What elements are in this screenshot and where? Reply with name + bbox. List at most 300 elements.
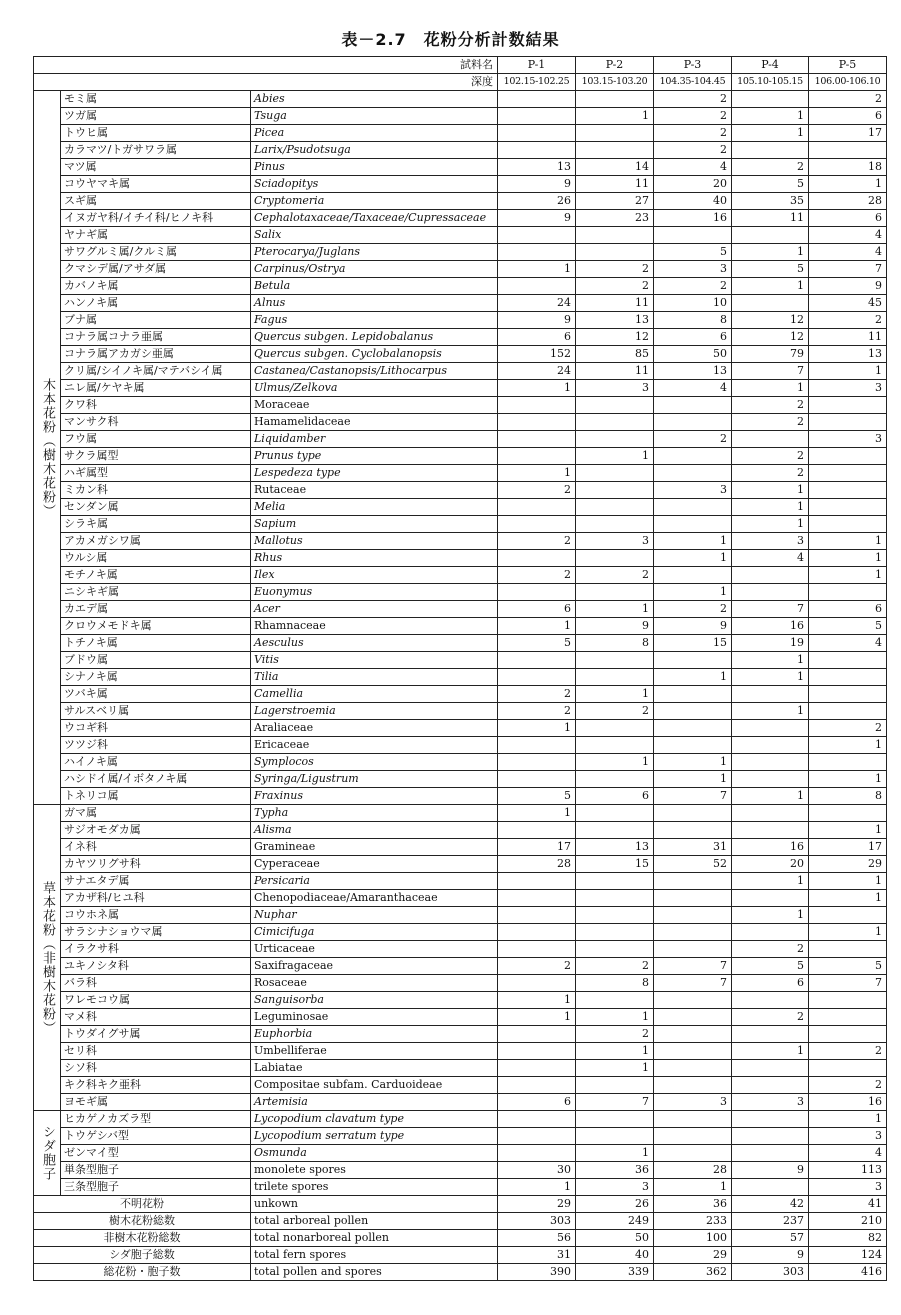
- taxon-scientific-name: Quercus subgen. Cyclobalanopsis: [251, 346, 498, 363]
- count-cell: 1: [809, 737, 887, 754]
- count-cell: [498, 1128, 576, 1145]
- table-row: [34, 669, 887, 686]
- table-row: [34, 210, 887, 227]
- taxon-scientific-name: Symplocos: [251, 754, 498, 771]
- taxon-japanese-name: サラシナショウマ属: [61, 924, 251, 941]
- taxon-scientific-name: Leguminosae: [251, 1009, 498, 1026]
- count-cell: 1: [732, 669, 809, 686]
- taxon-scientific-name: Betula: [251, 278, 498, 295]
- table-row: [34, 295, 887, 312]
- table-row: [34, 193, 887, 210]
- taxon-japanese-name: ハシドイ属/イボタノキ属: [61, 771, 251, 788]
- count-cell: [654, 907, 732, 924]
- taxon-scientific-name: Moraceae: [251, 397, 498, 414]
- taxon-scientific-name: Chenopodiaceae/Amaranthaceae: [251, 890, 498, 907]
- summary-english-label: total nonarboreal pollen: [251, 1230, 498, 1247]
- taxon-scientific-name: Tilia: [251, 669, 498, 686]
- taxon-japanese-name: ヒカゲノカズラ型: [61, 1111, 251, 1128]
- count-cell: 6: [576, 788, 654, 805]
- summary-count-cell: 9: [732, 1247, 809, 1264]
- count-cell: 50: [654, 346, 732, 363]
- count-cell: 1: [654, 771, 732, 788]
- count-cell: [654, 941, 732, 958]
- count-cell: [809, 669, 887, 686]
- taxon-japanese-name: アカメガシワ属: [61, 533, 251, 550]
- count-cell: 7: [809, 261, 887, 278]
- count-cell: [576, 737, 654, 754]
- count-cell: 1: [498, 618, 576, 635]
- count-cell: 1: [732, 482, 809, 499]
- taxon-scientific-name: Alisma: [251, 822, 498, 839]
- count-cell: 3: [576, 1179, 654, 1196]
- count-cell: [732, 737, 809, 754]
- count-cell: 15: [654, 635, 732, 652]
- taxon-japanese-name: マンサク科: [61, 414, 251, 431]
- count-cell: 8: [576, 975, 654, 992]
- count-cell: 15: [576, 856, 654, 873]
- table-row: [34, 652, 887, 669]
- count-cell: [732, 567, 809, 584]
- table-row: [34, 686, 887, 703]
- taxon-japanese-name: ミカン科: [61, 482, 251, 499]
- count-cell: 1: [809, 822, 887, 839]
- taxon-japanese-name: モミ属: [61, 91, 251, 108]
- taxon-japanese-name: スギ属: [61, 193, 251, 210]
- count-cell: [498, 737, 576, 754]
- taxon-scientific-name: Tsuga: [251, 108, 498, 125]
- taxon-japanese-name: センダン属: [61, 499, 251, 516]
- taxon-japanese-name: シソ科: [61, 1060, 251, 1077]
- table-row: [34, 142, 887, 159]
- count-cell: [732, 1060, 809, 1077]
- count-cell: [809, 703, 887, 720]
- taxon-japanese-name: ブナ属: [61, 312, 251, 329]
- count-cell: 9: [498, 176, 576, 193]
- summary-count-cell: 210: [809, 1213, 887, 1230]
- count-cell: 13: [498, 159, 576, 176]
- sample-header: P-3: [654, 57, 732, 74]
- count-cell: 6: [732, 975, 809, 992]
- count-cell: [654, 703, 732, 720]
- count-cell: [732, 720, 809, 737]
- taxon-scientific-name: Labiatae: [251, 1060, 498, 1077]
- count-cell: 4: [809, 1145, 887, 1162]
- taxon-scientific-name: Fagus: [251, 312, 498, 329]
- count-cell: [809, 941, 887, 958]
- taxon-japanese-name: カラマツ/トガサワラ属: [61, 142, 251, 159]
- count-cell: [809, 1026, 887, 1043]
- taxon-japanese-name: ウコギ科: [61, 720, 251, 737]
- count-cell: [498, 1060, 576, 1077]
- table-row: [34, 499, 887, 516]
- summary-count-cell: 56: [498, 1230, 576, 1247]
- count-cell: 1: [498, 805, 576, 822]
- count-cell: 17: [809, 839, 887, 856]
- count-cell: 52: [654, 856, 732, 873]
- summary-english-label: total fern spores: [251, 1247, 498, 1264]
- count-cell: 7: [654, 788, 732, 805]
- taxon-japanese-name: ツバキ属: [61, 686, 251, 703]
- count-cell: [732, 1026, 809, 1043]
- count-cell: [809, 397, 887, 414]
- count-cell: 24: [498, 295, 576, 312]
- table-row: [34, 1060, 887, 1077]
- count-cell: 2: [498, 686, 576, 703]
- count-cell: 1: [576, 1060, 654, 1077]
- count-cell: 5: [498, 788, 576, 805]
- table-row: [34, 788, 887, 805]
- taxon-japanese-name: ヤナギ属: [61, 227, 251, 244]
- table-row: [34, 1128, 887, 1145]
- count-cell: [576, 244, 654, 261]
- taxon-scientific-name: Camellia: [251, 686, 498, 703]
- taxon-scientific-name: Hamamelidaceae: [251, 414, 498, 431]
- count-cell: [576, 669, 654, 686]
- taxon-scientific-name: Castanea/Castanopsis/Lithocarpus: [251, 363, 498, 380]
- taxon-scientific-name: Rosaceae: [251, 975, 498, 992]
- table-row: [34, 176, 887, 193]
- count-cell: 1: [732, 380, 809, 397]
- count-cell: 1: [732, 108, 809, 125]
- count-cell: [654, 1009, 732, 1026]
- table-row: [34, 601, 887, 618]
- count-cell: 85: [576, 346, 654, 363]
- count-cell: 1: [498, 1009, 576, 1026]
- summary-count-cell: 31: [498, 1247, 576, 1264]
- count-cell: 4: [809, 227, 887, 244]
- count-cell: [654, 1111, 732, 1128]
- sample-header: P-2: [576, 57, 654, 74]
- count-cell: [809, 805, 887, 822]
- count-cell: [732, 227, 809, 244]
- summary-count-cell: 26: [576, 1196, 654, 1213]
- count-cell: 1: [576, 754, 654, 771]
- taxon-scientific-name: Cimicifuga: [251, 924, 498, 941]
- taxon-japanese-name: カバノキ属: [61, 278, 251, 295]
- taxon-japanese-name: セリ科: [61, 1043, 251, 1060]
- count-cell: 2: [498, 567, 576, 584]
- taxon-scientific-name: Lagerstroemia: [251, 703, 498, 720]
- count-cell: 6: [498, 329, 576, 346]
- taxon-japanese-name: ハンノキ属: [61, 295, 251, 312]
- table-row: [34, 975, 887, 992]
- table-row: [34, 737, 887, 754]
- count-cell: 27: [576, 193, 654, 210]
- count-cell: [654, 516, 732, 533]
- summary-japanese-label: シダ胞子総数: [34, 1247, 251, 1264]
- summary-count-cell: 57: [732, 1230, 809, 1247]
- count-cell: [809, 142, 887, 159]
- table-row: [34, 312, 887, 329]
- summary-count-cell: 100: [654, 1230, 732, 1247]
- count-cell: 5: [732, 261, 809, 278]
- count-cell: [498, 890, 576, 907]
- count-cell: [498, 669, 576, 686]
- count-cell: [809, 652, 887, 669]
- taxon-japanese-name: サワグルミ属/クルミ属: [61, 244, 251, 261]
- count-cell: 35: [732, 193, 809, 210]
- count-cell: [498, 414, 576, 431]
- taxon-scientific-name: Cyperaceae: [251, 856, 498, 873]
- count-cell: 3: [809, 380, 887, 397]
- depth-label: 深度: [34, 74, 498, 91]
- count-cell: [576, 720, 654, 737]
- count-cell: [498, 278, 576, 295]
- depth-header: 106.00-106.10: [809, 74, 887, 91]
- taxon-scientific-name: Rhus: [251, 550, 498, 567]
- taxon-scientific-name: Ulmus/Zelkova: [251, 380, 498, 397]
- count-cell: [809, 1009, 887, 1026]
- count-cell: 11: [809, 329, 887, 346]
- taxon-japanese-name: モチノキ属: [61, 567, 251, 584]
- taxon-scientific-name: Osmunda: [251, 1145, 498, 1162]
- taxon-japanese-name: トウヒ属: [61, 125, 251, 142]
- count-cell: [654, 227, 732, 244]
- table-row: [34, 635, 887, 652]
- taxon-scientific-name: Saxifragaceae: [251, 958, 498, 975]
- count-cell: 113: [809, 1162, 887, 1179]
- count-cell: 7: [809, 975, 887, 992]
- count-cell: 1: [809, 363, 887, 380]
- summary-count-cell: 50: [576, 1230, 654, 1247]
- count-cell: 6: [654, 329, 732, 346]
- count-cell: 1: [809, 550, 887, 567]
- count-cell: 1: [498, 261, 576, 278]
- taxon-japanese-name: ウルシ属: [61, 550, 251, 567]
- count-cell: [809, 992, 887, 1009]
- count-cell: [809, 414, 887, 431]
- count-cell: 7: [576, 1094, 654, 1111]
- taxon-japanese-name: ガマ属: [61, 805, 251, 822]
- count-cell: 13: [576, 839, 654, 856]
- taxon-scientific-name: Carpinus/Ostrya: [251, 261, 498, 278]
- table-row: [34, 125, 887, 142]
- count-cell: [732, 584, 809, 601]
- taxon-scientific-name: Lycopodium clavatum type: [251, 1111, 498, 1128]
- count-cell: [576, 771, 654, 788]
- taxon-japanese-name: コウホネ属: [61, 907, 251, 924]
- count-cell: 2: [498, 482, 576, 499]
- count-cell: 3: [809, 1128, 887, 1145]
- count-cell: 11: [576, 295, 654, 312]
- count-cell: 9: [732, 1162, 809, 1179]
- table-row: [34, 261, 887, 278]
- count-cell: 1: [498, 380, 576, 397]
- count-cell: 2: [576, 278, 654, 295]
- taxon-scientific-name: Salix: [251, 227, 498, 244]
- count-cell: 6: [498, 1094, 576, 1111]
- count-cell: [809, 482, 887, 499]
- count-cell: 2: [654, 142, 732, 159]
- count-cell: [732, 686, 809, 703]
- taxon-scientific-name: Alnus: [251, 295, 498, 312]
- table-row: [34, 1145, 887, 1162]
- count-cell: [654, 499, 732, 516]
- group-label: 草本花粉（非樹木花粉）: [34, 805, 61, 1111]
- summary-count-cell: 42: [732, 1196, 809, 1213]
- table-row: [34, 805, 887, 822]
- taxon-japanese-name: ゼンマイ型: [61, 1145, 251, 1162]
- count-cell: 13: [654, 363, 732, 380]
- pollen-count-table: [33, 56, 887, 1281]
- count-cell: 9: [809, 278, 887, 295]
- taxon-scientific-name: Abies: [251, 91, 498, 108]
- taxon-scientific-name: Sciadopitys: [251, 176, 498, 193]
- table-row: [34, 754, 887, 771]
- table-row: [34, 431, 887, 448]
- count-cell: [732, 1179, 809, 1196]
- count-cell: 1: [732, 125, 809, 142]
- count-cell: [654, 686, 732, 703]
- taxon-japanese-name: 三条型胞子: [61, 1179, 251, 1196]
- taxon-japanese-name: マツ属: [61, 159, 251, 176]
- count-cell: 3: [732, 1094, 809, 1111]
- count-cell: 20: [732, 856, 809, 873]
- count-cell: 16: [654, 210, 732, 227]
- taxon-japanese-name: サジオモダカ属: [61, 822, 251, 839]
- summary-count-cell: 390: [498, 1264, 576, 1281]
- count-cell: 5: [654, 244, 732, 261]
- table-row: [34, 108, 887, 125]
- summary-row: [34, 1196, 887, 1213]
- count-cell: 2: [654, 91, 732, 108]
- summary-count-cell: 303: [732, 1264, 809, 1281]
- count-cell: 7: [654, 975, 732, 992]
- count-cell: 19: [732, 635, 809, 652]
- table-row: [34, 771, 887, 788]
- table-row: [34, 91, 887, 108]
- depth-header: 104.35-104.45: [654, 74, 732, 91]
- taxon-japanese-name: ブドウ属: [61, 652, 251, 669]
- count-cell: 1: [809, 771, 887, 788]
- count-cell: [654, 992, 732, 1009]
- summary-count-cell: 41: [809, 1196, 887, 1213]
- count-cell: 2: [498, 533, 576, 550]
- count-cell: 2: [654, 431, 732, 448]
- count-cell: [498, 397, 576, 414]
- taxon-japanese-name: サクラ属型: [61, 448, 251, 465]
- taxon-japanese-name: ツツジ科: [61, 737, 251, 754]
- summary-japanese-label: 樹木花粉総数: [34, 1213, 251, 1230]
- count-cell: [498, 142, 576, 159]
- count-cell: [654, 414, 732, 431]
- count-cell: 1: [809, 924, 887, 941]
- table-row: [34, 924, 887, 941]
- count-cell: 3: [576, 533, 654, 550]
- table-row: [34, 363, 887, 380]
- count-cell: [654, 1128, 732, 1145]
- count-cell: 1: [732, 873, 809, 890]
- table-row: [34, 159, 887, 176]
- count-cell: [654, 1145, 732, 1162]
- taxon-japanese-name: ヨモギ属: [61, 1094, 251, 1111]
- count-cell: [654, 1077, 732, 1094]
- count-cell: [576, 465, 654, 482]
- table-row: [34, 448, 887, 465]
- count-cell: 2: [732, 1009, 809, 1026]
- taxon-scientific-name: Larix/Psudotsuga: [251, 142, 498, 159]
- taxon-japanese-name: ハイノキ属: [61, 754, 251, 771]
- taxon-scientific-name: Pinus: [251, 159, 498, 176]
- count-cell: [498, 652, 576, 669]
- table-row: [34, 227, 887, 244]
- summary-count-cell: 249: [576, 1213, 654, 1230]
- count-cell: 2: [654, 108, 732, 125]
- count-cell: [732, 1077, 809, 1094]
- count-cell: [809, 686, 887, 703]
- count-cell: [809, 907, 887, 924]
- table-row: [34, 567, 887, 584]
- count-cell: 1: [498, 992, 576, 1009]
- table-row: [34, 1094, 887, 1111]
- table-row: [34, 958, 887, 975]
- table-row: [34, 380, 887, 397]
- taxon-scientific-name: Ericaceae: [251, 737, 498, 754]
- count-cell: [732, 295, 809, 312]
- taxon-japanese-name: イヌガヤ科/イチイ科/ヒノキ科: [61, 210, 251, 227]
- count-cell: 20: [654, 176, 732, 193]
- count-cell: 9: [654, 618, 732, 635]
- taxon-japanese-name: カヤツリグサ科: [61, 856, 251, 873]
- count-cell: [498, 244, 576, 261]
- count-cell: 4: [809, 635, 887, 652]
- taxon-scientific-name: Ilex: [251, 567, 498, 584]
- count-cell: [809, 516, 887, 533]
- count-cell: [576, 992, 654, 1009]
- summary-count-cell: 233: [654, 1213, 732, 1230]
- table-row: [34, 550, 887, 567]
- count-cell: 1: [576, 108, 654, 125]
- count-cell: [498, 499, 576, 516]
- count-cell: [654, 873, 732, 890]
- table-row: [34, 465, 887, 482]
- count-cell: 1: [654, 584, 732, 601]
- count-cell: 1: [732, 652, 809, 669]
- count-cell: 2: [576, 567, 654, 584]
- count-cell: 30: [498, 1162, 576, 1179]
- count-cell: [576, 822, 654, 839]
- taxon-scientific-name: Lespedeza type: [251, 465, 498, 482]
- taxon-japanese-name: 単条型胞子: [61, 1162, 251, 1179]
- table-row: [34, 822, 887, 839]
- count-cell: [498, 822, 576, 839]
- table-row: [34, 414, 887, 431]
- count-cell: [576, 1077, 654, 1094]
- count-cell: 13: [809, 346, 887, 363]
- table-row: [34, 618, 887, 635]
- taxon-scientific-name: monolete spores: [251, 1162, 498, 1179]
- taxon-scientific-name: Urticaceae: [251, 941, 498, 958]
- count-cell: 1: [732, 1043, 809, 1060]
- count-cell: 4: [654, 159, 732, 176]
- count-cell: [576, 227, 654, 244]
- count-cell: [732, 771, 809, 788]
- summary-count-cell: 362: [654, 1264, 732, 1281]
- count-cell: [498, 584, 576, 601]
- count-cell: [498, 448, 576, 465]
- table-row: [34, 584, 887, 601]
- table-row: [34, 1179, 887, 1196]
- count-cell: 7: [732, 601, 809, 618]
- count-cell: 1: [576, 1145, 654, 1162]
- count-cell: 1: [809, 873, 887, 890]
- count-cell: 9: [498, 312, 576, 329]
- count-cell: 2: [654, 125, 732, 142]
- count-cell: 6: [809, 210, 887, 227]
- count-cell: 3: [654, 1094, 732, 1111]
- taxon-scientific-name: Aesculus: [251, 635, 498, 652]
- table-row: [34, 244, 887, 261]
